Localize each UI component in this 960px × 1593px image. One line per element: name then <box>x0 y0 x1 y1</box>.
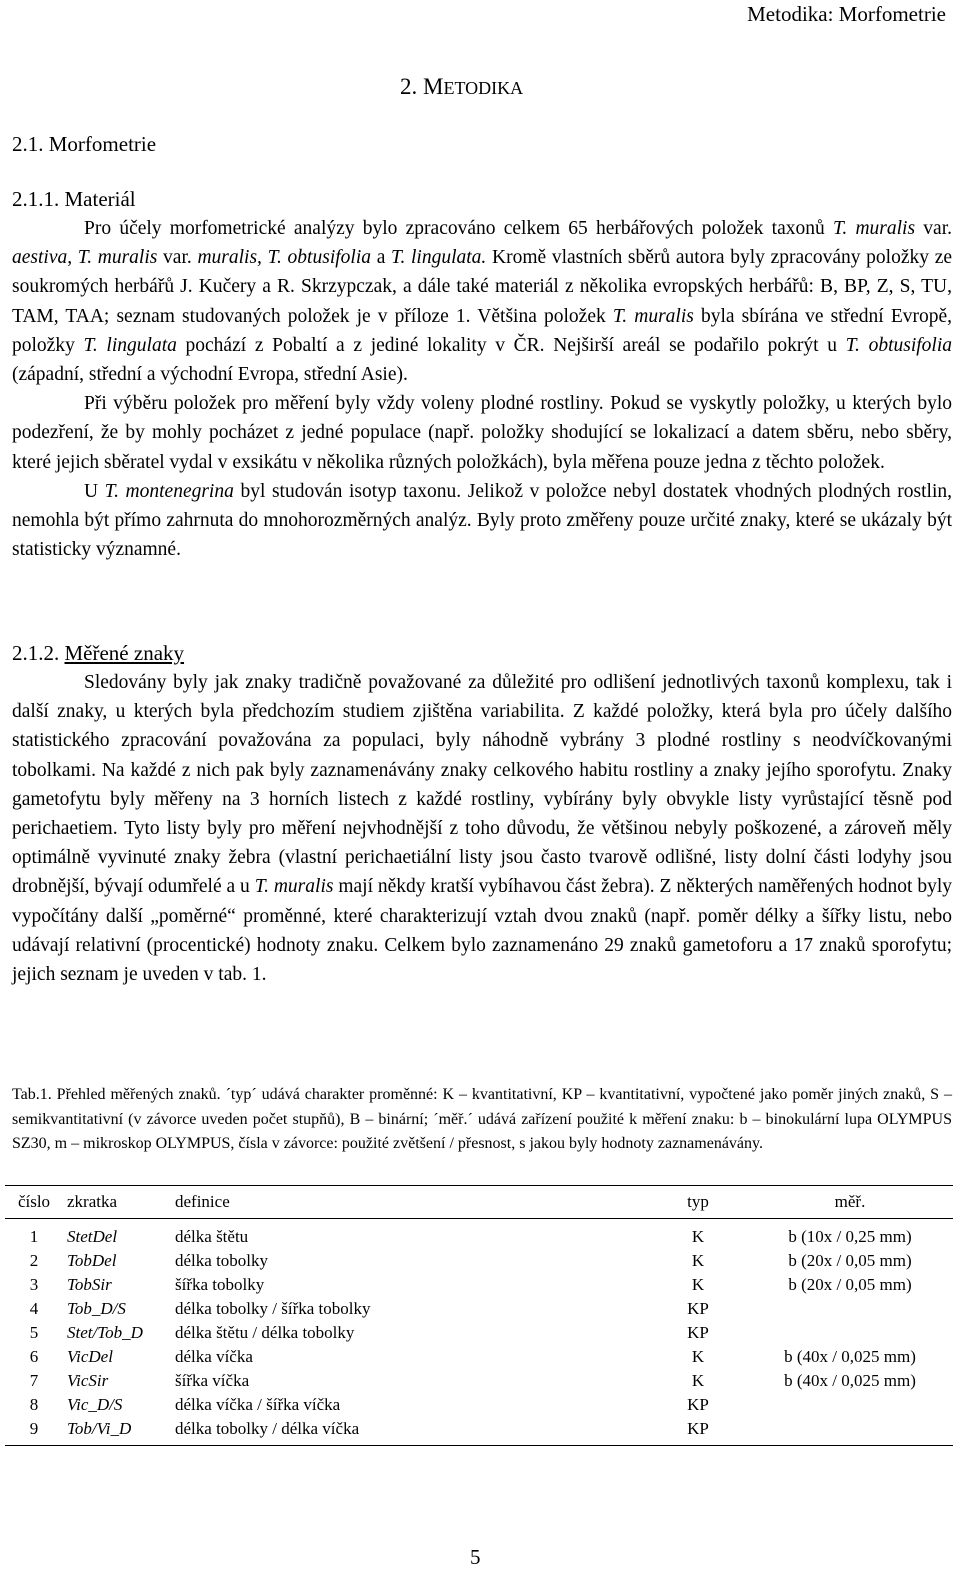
subsection-heading-measured <box>12 641 184 666</box>
cell-type: K <box>691 1371 705 1390</box>
subsection-heading-material: 2.1.1. Materiál <box>12 187 136 211</box>
cell-measure: b (20x / 0,05 mm) <box>788 1275 912 1294</box>
cell-type: K <box>691 1347 705 1366</box>
header-measure: měř. <box>747 1186 953 1219</box>
table-row <box>5 1297 953 1321</box>
cell-abbrev: StetDel <box>67 1227 118 1246</box>
table-row <box>5 1393 953 1417</box>
cell-definition: délka víčka / šířka víčka <box>175 1395 341 1414</box>
table-row <box>5 1345 953 1369</box>
cell-number: 4 <box>29 1299 39 1318</box>
cell-type: KP <box>687 1395 709 1414</box>
section-heading: 2.1. Morfometrie <box>12 132 157 156</box>
cell-number: 7 <box>29 1371 39 1390</box>
paragraph-1: Pro účely morfometrické analýzy bylo zpracováno celkem 65 herbářových položek taxonů T. muralis var. aestiva, T. muralis var. muralis, T. obtusifolia a T. lingulata. Kromě vlastních sběrů autora byly zpracovány položky ze soukromých herbářů J. Kučery a R. Skrzypczak, a dále také materiál z několika evropských herbářů: B, BP, Z, S, TU, TAM, TAA; seznam studovaných položek je v příloze 1. Většina položek T. muralis byla sbírána ve střední Evropě, položky T. lingulata pochází z Pobaltí a z jediné lokality v ČR. Nejširší areál se podařilo pokrýt u T. obtusifolia (západní, střední a východní Evropa, střední Asie). <box>12 218 953 386</box>
cell-abbrev: Tob/Vi_D <box>63 1417 171 1446</box>
cell-abbrev: TobSir <box>67 1275 112 1294</box>
cell-abbrev: VicDel <box>67 1347 113 1366</box>
subsection-title: Měřené znaky <box>64 641 185 665</box>
paragraph-2: Při výběru položek pro měření byly vždy voleny plodné rostliny. Pokud se vyskytly položky, u kterých bylo podezření, že by mohly pocházet z jedné populace (např. položky shodující se lokalizací a datem sběru, nebo sběry, které jejich sběratel vydal v exsikátu v několika různých položkách), byla měřena pouze jedna z těchto položek. <box>12 393 952 473</box>
cell-measure <box>747 1393 953 1417</box>
cell-number: 3 <box>29 1275 39 1294</box>
cell-definition: šířka víčka <box>175 1371 250 1390</box>
cell-definition: délka tobolky / šířka tobolky <box>175 1299 371 1318</box>
header-abbrev: zkratka <box>63 1186 171 1219</box>
table-caption: Tab.1. Přehled měřených znaků. ´typ´ udává charakter proměnné: K – kvantitativní, KP – kvantitativní, vypočtené jako poměr jiných znaků, S – semikvantitativní (v závorce uveden počet stupňů), B – binární; ´měř.´ udává zařízení použité k měření znaku: b – binokulární lupa OLYMPUS SZ30, m – mikroskop OLYMPUS, čísla v závorce: použité zvětšení / přesnost, s jakou byly hodnoty zaznamenávány. <box>12 1086 952 1153</box>
cell-measure <box>747 1297 953 1321</box>
subsection-num: 2.1.2. <box>12 641 65 665</box>
table-header-row <box>5 1186 953 1219</box>
page-number: 5 <box>470 1545 481 1569</box>
cell-number: 1 <box>29 1227 39 1246</box>
cell-number: 2 <box>29 1251 39 1270</box>
table-row <box>5 1219 953 1250</box>
cell-number: 5 <box>29 1323 39 1342</box>
cell-measure <box>747 1417 953 1446</box>
table-row <box>5 1249 953 1273</box>
chapter-heading-rest: ETODIKA <box>443 78 524 98</box>
cell-abbrev: VicSir <box>67 1371 109 1390</box>
table-row <box>5 1273 953 1297</box>
table-row <box>5 1417 953 1446</box>
header-number: číslo <box>5 1186 63 1219</box>
paragraph-measured <box>12 668 952 989</box>
cell-definition: délka tobolky / délka víčka <box>171 1417 649 1446</box>
cell-abbrev: TobDel <box>67 1251 117 1270</box>
paragraph-4: Sledovány byly jak znaky tradičně považované za důležité pro odlišení jednotlivých taxonů komplexu, tak i další znaky, u kterých byla předchozím studiem zjištěna variabilita. Z každé položky, která byla pro účely dalšího statistického zpracování považována za populaci, byly náhodně vybrány 3 plodné rostliny s neodvíčkovanými tobolkami. Na každé z nich pak byly zaznamenávány znaky celkového habitu rostliny a znaky jejího sporofytu. Znaky gametofytu byly měřeny na 3 horních listech z každé rostliny, vybírány byly obvykle listy vyrůstající těsně pod perichaetiem. Tyto listy byly pro měření nejvhodnější z toho důvodu, že většinou nebyly poškozené, a zároveň měly optimálně vyvinuté znaky žebra (vlastní perichaetiální listy jsou často tvarově odlišné, listy dolní části lodyhy jsou drobnější, bývají odumřelé a u T. muralis mají někdy kratší vybíhavou část žebra). Z některých naměřených hodnot byly vypočítány další „poměrné“ proměnné, které charakterizují vztah dvou znaků (např. poměr délky a šířky listu, nebo udávají relativní (procentické) hodnoty znaku. Celkem bylo zaznamenáno 29 znaků gametoforu a 17 znaků sporofytu; jejich seznam je uveden v tab. 1. <box>12 672 952 986</box>
cell-definition: délka štětu <box>175 1227 249 1246</box>
cell-abbrev: Stet/Tob_D <box>67 1323 143 1342</box>
cell-measure: b (10x / 0,25 mm) <box>788 1227 912 1246</box>
chapter-heading-num: 2. M <box>400 74 444 99</box>
cell-measure: b (20x / 0,05 mm) <box>788 1251 912 1270</box>
cell-definition: šířka tobolky <box>175 1275 265 1294</box>
cell-measure <box>747 1321 953 1345</box>
table-row <box>5 1369 953 1393</box>
table-row <box>5 1321 953 1345</box>
chapter-heading <box>400 74 523 100</box>
characters-table <box>5 1185 953 1446</box>
cell-type: K <box>691 1251 705 1270</box>
cell-abbrev: Tob_D/S <box>67 1299 126 1318</box>
cell-number: 8 <box>29 1395 39 1414</box>
paragraph-material <box>12 214 952 564</box>
header-type: typ <box>649 1186 747 1219</box>
header-definition: definice <box>171 1186 649 1219</box>
cell-abbrev: Vic_D/S <box>67 1395 123 1414</box>
cell-definition: délka štětu / délka tobolky <box>175 1323 355 1342</box>
cell-measure: b (40x / 0,025 mm) <box>784 1371 916 1390</box>
cell-type: KP <box>687 1299 709 1318</box>
cell-measure: b (40x / 0,025 mm) <box>784 1347 916 1366</box>
cell-type: KP <box>649 1417 747 1446</box>
cell-type: K <box>691 1227 705 1246</box>
cell-number: 9 <box>5 1417 63 1446</box>
cell-number: 6 <box>29 1347 39 1366</box>
cell-definition: délka tobolky <box>175 1251 269 1270</box>
cell-type: K <box>691 1275 705 1294</box>
cell-type: KP <box>687 1323 709 1342</box>
running-head: Metodika: Morfometrie <box>747 2 946 26</box>
cell-definition: délka víčka <box>175 1347 253 1366</box>
paragraph-3: U T. montenegrina byl studován isotyp taxonu. Jelikož v položce nebyl dostatek vhodných plodných rostlin, nemohla být přímo zahrnuta do mnohorozměrných analýz. Byly proto změřeny pouze určité znaky, které se ukázaly být statisticky významné. <box>12 480 952 561</box>
